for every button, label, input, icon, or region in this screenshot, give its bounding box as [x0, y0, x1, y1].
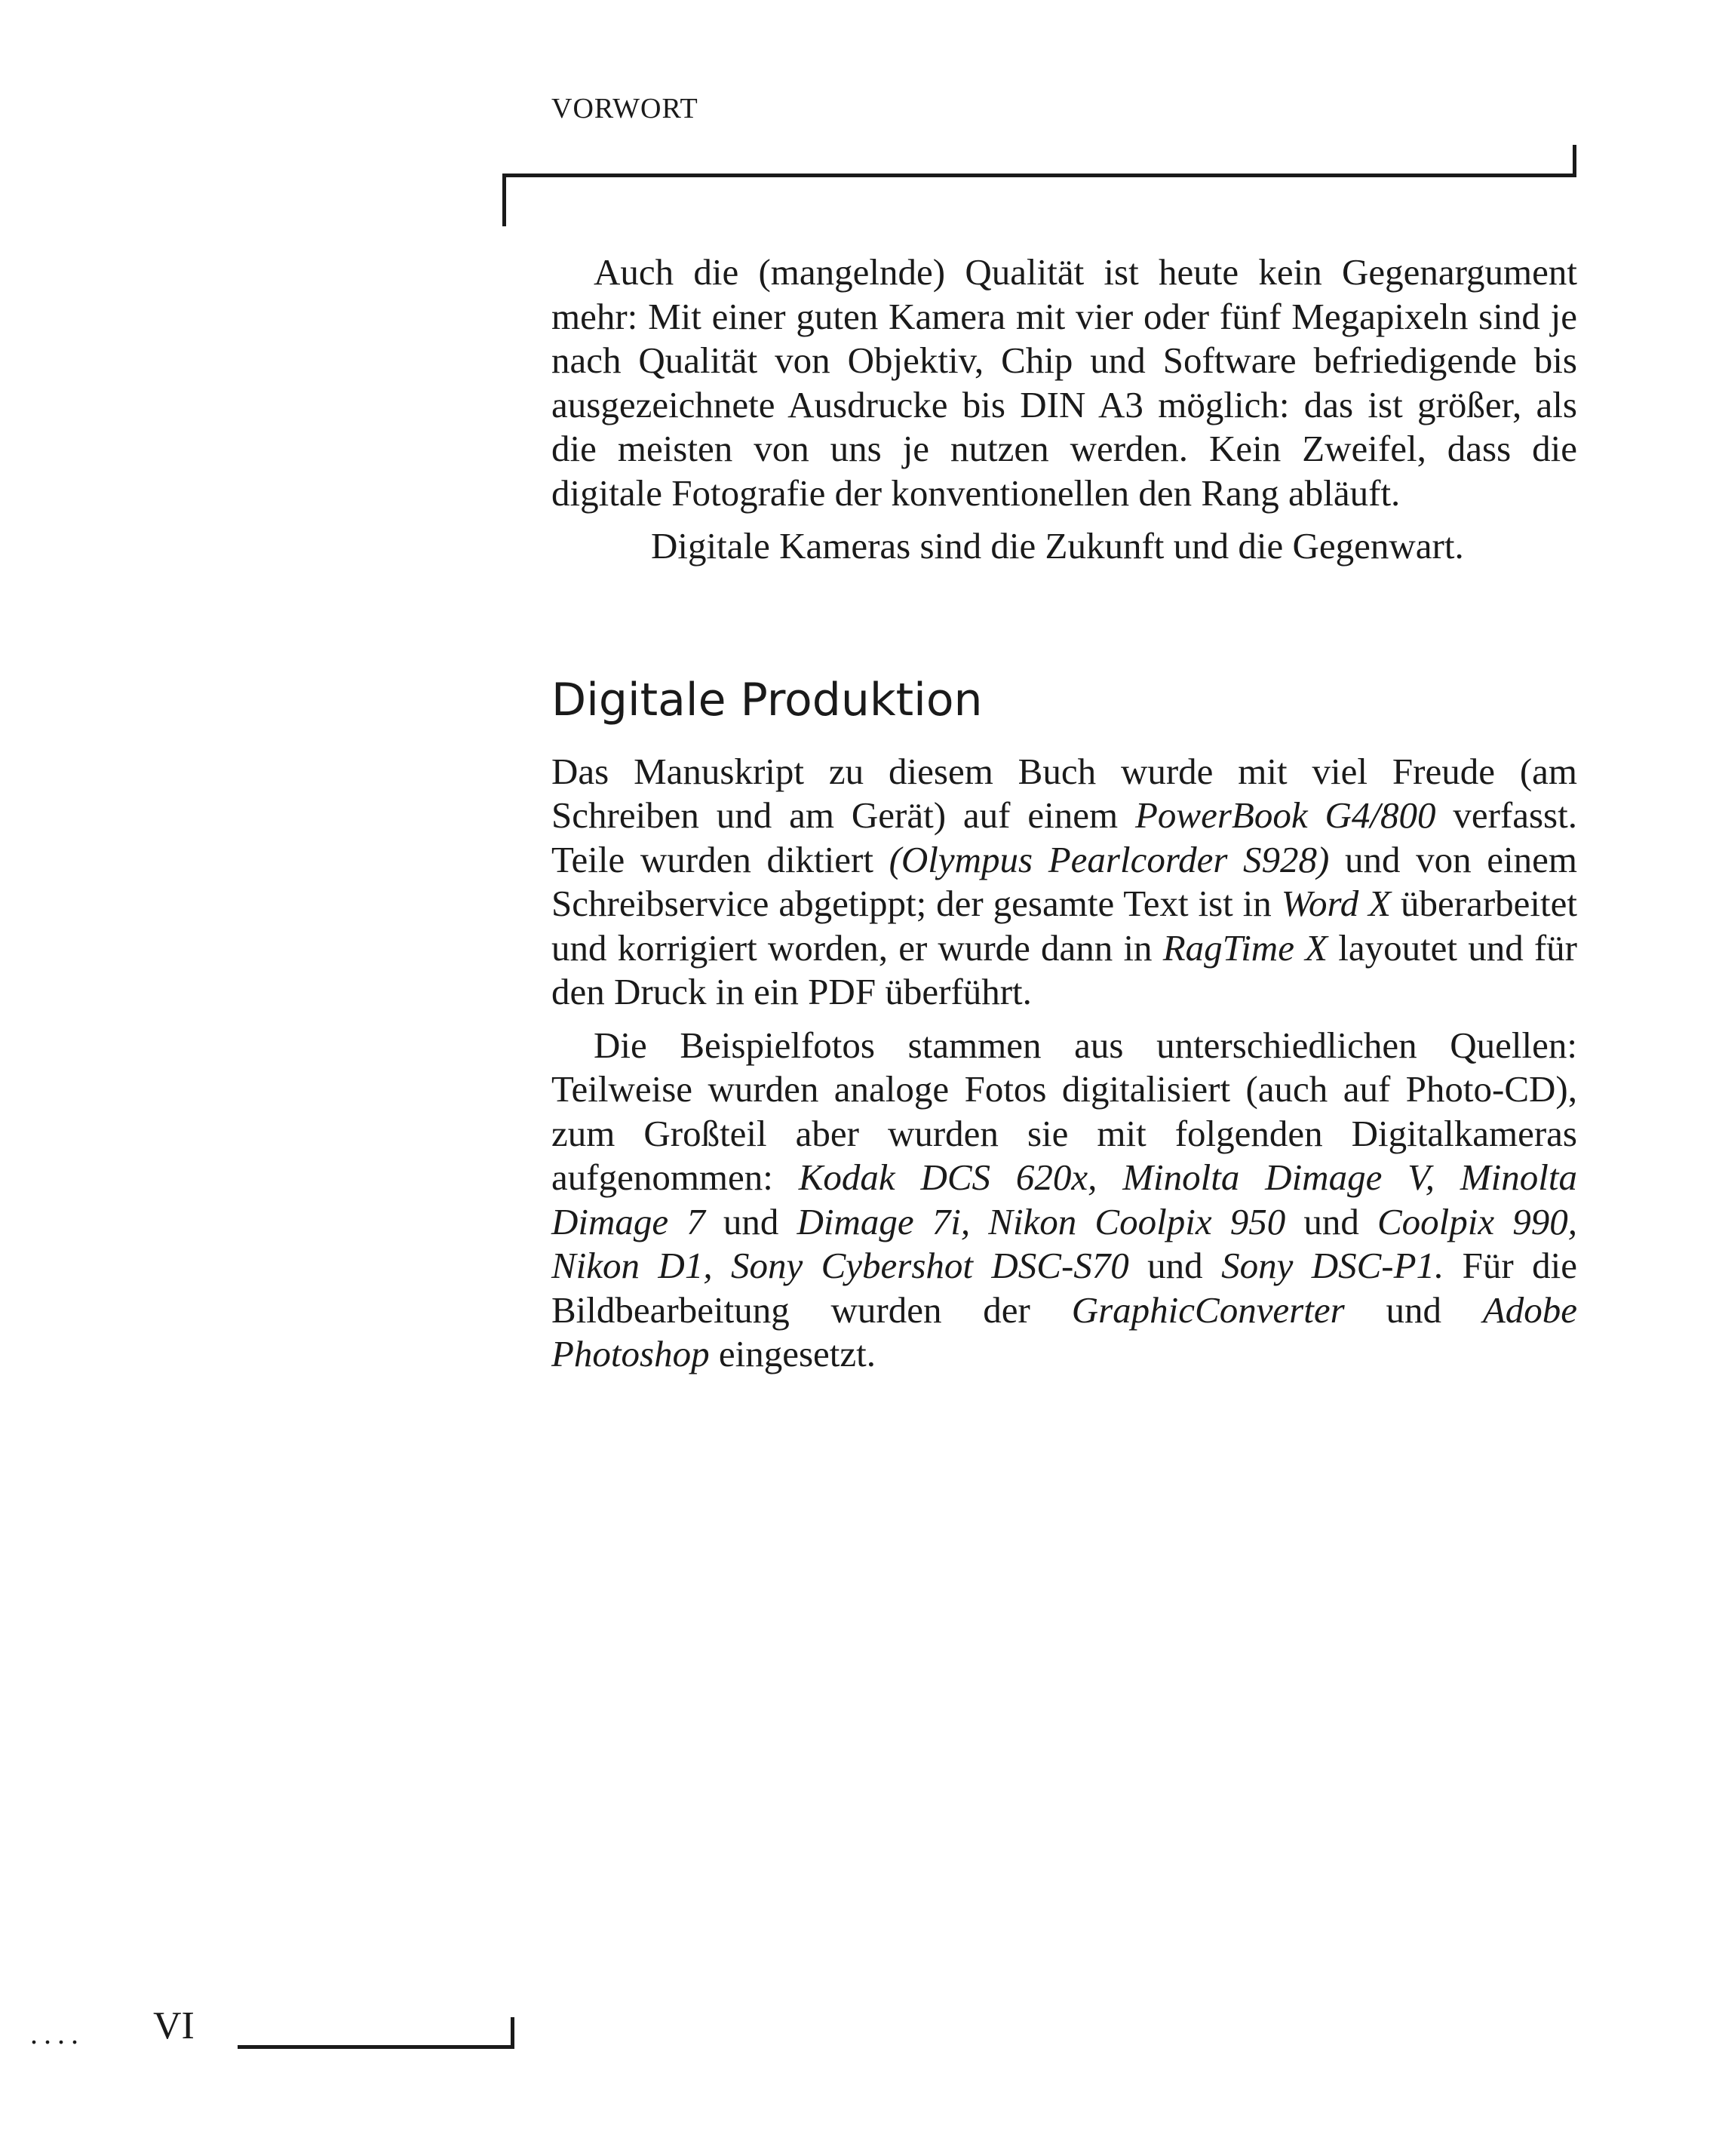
- italic-run: GraphicConverter: [1071, 1288, 1345, 1331]
- italic-run: PowerBook G4/800: [1134, 794, 1436, 836]
- running-head: VORWORT: [551, 93, 698, 124]
- italic-run: RagTime X: [1162, 926, 1328, 969]
- italic-run: Adobe Photoshop: [551, 1288, 1578, 1374]
- italic-run: Kodak DCS 620x, Minolta Dimage V, Minolta Dimage 7: [551, 1156, 1577, 1242]
- paragraph-manuscript: [551, 750, 1577, 1015]
- text-run: Für die Bildbearbeitung wurden der: [551, 1245, 1577, 1331]
- italic-run: Dimage 7i, Nikon Coolpix 950: [797, 1200, 1286, 1242]
- text-run: verfasst. Teile wurden diktiert: [551, 794, 1577, 880]
- text-run: und: [704, 1200, 797, 1242]
- page-number: VI: [153, 2004, 195, 2047]
- footer-dots: ....: [30, 2016, 84, 2050]
- text-run: eingesetzt.: [709, 1333, 876, 1374]
- text-run: und: [1128, 1245, 1222, 1286]
- italic-run: Sony DSC-P1.: [1221, 1245, 1444, 1286]
- text-run: und von einem Schreibservice abgetippt; der gesamte Text ist in: [551, 838, 1577, 924]
- italic-run: Word X: [1281, 883, 1392, 924]
- text-run: Das Manuskript zu diesem Buch wurde mit viel Freude (am Schreiben und am Gerät) auf einem: [551, 750, 1577, 836]
- header-rule-right-tick: [1573, 145, 1576, 177]
- footer-rule-tick: [511, 2017, 514, 2049]
- paragraph-quality: Auch die (mangelnde) Qualität ist heute kein Gegenargument mehr: Mit einer guten Kamera mit vier oder fünf Megapixeln sind je nach Qualität von Objektiv, Chip und Software befriedigende bis ausgezeichnete Ausdrucke bis DIN A3 möglich: das ist größer, als die meisten von uns je nutzen werden. Kein Zweifel, dass die digitale Fotografie der konventionellen den Rang abläuft.: [551, 251, 1577, 514]
- text-run: und: [1344, 1288, 1483, 1331]
- section-heading: Digitale Produktion: [551, 673, 983, 726]
- header-rule-left-tick: [502, 174, 506, 226]
- page-body: [551, 250, 1577, 1377]
- footer-rule: [238, 2045, 514, 2049]
- text-run: überarbeitet und korrigiert worden, er wurde dann in: [551, 883, 1577, 969]
- text-run: Die Beispielfotos stammen aus unterschiedlichen Quellen: Teilweise wurden analoge Fotos digitalisiert (auch auf Photo-CD), zum Großteil aber wurden sie mit folgenden Digitalkameras aufgenommen:: [551, 1024, 1577, 1198]
- italic-run: (Olympus Pearlcorder S928): [889, 838, 1330, 880]
- header-rule: [502, 174, 1576, 177]
- paragraph-future: Digitale Kameras sind die Zukunft und die Gegenwart.: [651, 525, 1464, 567]
- italic-run: Coolpix 990, Nikon D1, Sony Cybershot DSC-S70: [551, 1200, 1578, 1286]
- text-run: layoutet und für den Druck in ein PDF überführt.: [551, 926, 1577, 1012]
- paragraph-photos: [551, 1024, 1577, 1377]
- text-run: und: [1285, 1200, 1377, 1242]
